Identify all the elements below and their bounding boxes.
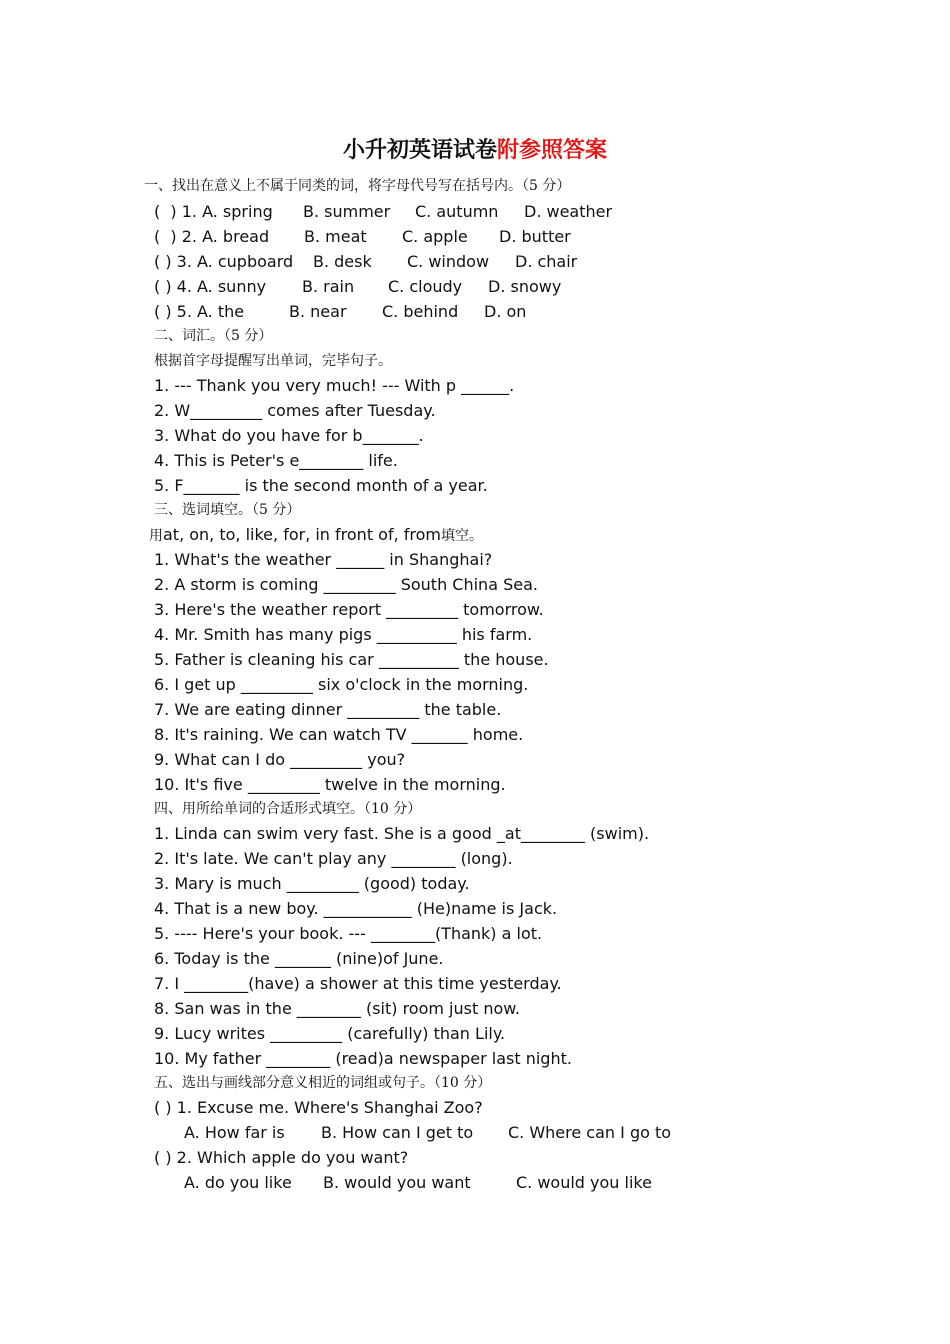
s4-item-3: 3. Mary is much _________ (good) today. xyxy=(154,874,470,893)
s1-q2-option-b: B. meat xyxy=(304,227,367,246)
s5-q2-option-b: B. would you want xyxy=(323,1173,471,1192)
s5-q2-option-a: A. do you like xyxy=(184,1173,292,1192)
s3-item-10: 10. It's five _________ twelve in the morning. xyxy=(154,775,506,794)
s5-q2-options xyxy=(184,1173,652,1193)
s5-question-2: ( ) 2. Which apple do you want? xyxy=(154,1148,409,1167)
s1-question-1 xyxy=(154,202,613,222)
page-title xyxy=(0,133,950,164)
s1-q3-option-c: C. window xyxy=(407,252,490,271)
section-2-heading: 二、词汇。（5 分） xyxy=(154,328,273,344)
s1-q2-option-a: ( ) 2. A. bread xyxy=(154,227,270,246)
s3-word-bank: at, on, to, like, for, in front of, from xyxy=(163,525,442,544)
s1-question-3 xyxy=(154,252,578,272)
s2-item-4: 4. This is Peter's e________ life. xyxy=(154,451,398,470)
section-1-heading: 一、找出在意义上不属于同类的词，将字母代号写在括号内。（5 分） xyxy=(144,178,571,194)
s1-q4-option-d: D. snowy xyxy=(488,277,562,296)
s1-q3-option-b: B. desk xyxy=(313,252,372,271)
s5-question-1: ( ) 1. Excuse me. Where's Shanghai Zoo? xyxy=(154,1098,483,1117)
s1-q5-option-b: B. near xyxy=(289,302,347,321)
section-2-instructions: 根据首字母提醒写出单词，完毕句子。 xyxy=(154,353,392,369)
section-4-heading: 四、用所给单词的合适形式填空。（10 分） xyxy=(154,801,422,817)
s3-item-6: 6. I get up _________ six o'clock in the morning. xyxy=(154,675,529,694)
s1-q5-option-a: ( ) 5. A. the xyxy=(154,302,245,321)
s1-q3-option-a: ( ) 3. A. cupboard xyxy=(154,252,294,271)
s3-item-1: 1. What's the weather ______ in Shanghai? xyxy=(154,550,493,569)
s1-q1-option-a: ( ) 1. A. spring xyxy=(154,202,273,221)
s4-item-1: 1. Linda can swim very fast. She is a good _at________ (swim). xyxy=(154,824,650,843)
s3-item-5: 5. Father is cleaning his car __________ the house. xyxy=(154,650,549,669)
s3-item-8: 8. It's raining. We can watch TV _______ home. xyxy=(154,725,524,744)
s4-item-8: 8. San was in the ________ (sit) room just now. xyxy=(154,999,520,1018)
s3-item-2: 2. A storm is coming _________ South China Sea. xyxy=(154,575,538,594)
s4-item-4: 4. That is a new boy. ___________ (He)name is Jack. xyxy=(154,899,558,918)
s5-q2-option-c: C. would you like xyxy=(516,1173,652,1192)
s1-q1-option-b: B. summer xyxy=(303,202,391,221)
s5-q1-option-b: B. How can I get to xyxy=(321,1123,474,1142)
s5-q1-options xyxy=(184,1123,672,1143)
s1-q5-option-d: D. on xyxy=(484,302,527,321)
s3-item-9: 9. What can I do _________ you? xyxy=(154,750,406,769)
section-3-heading: 三、选词填空。（5 分） xyxy=(154,502,301,518)
s1-question-2 xyxy=(154,227,571,247)
s1-q4-option-a: ( ) 4. A. sunny xyxy=(154,277,267,296)
s4-item-7: 7. I ________(have) a shower at this time yesterday. xyxy=(154,974,562,993)
s3-item-4: 4. Mr. Smith has many pigs __________ his farm. xyxy=(154,625,533,644)
s1-q4-option-b: B. rain xyxy=(302,277,355,296)
s1-q3-option-d: D. chair xyxy=(515,252,578,271)
s2-item-2: 2. W_________ comes after Tuesday. xyxy=(154,401,436,420)
s1-question-4 xyxy=(154,277,562,297)
s1-q1-option-d: D. weather xyxy=(524,202,613,221)
s2-item-5: 5. F_______ is the second month of a year. xyxy=(154,476,488,495)
s3-intro-suffix: 填空。 xyxy=(441,528,484,544)
section-3-instructions xyxy=(149,525,483,545)
s3-intro-prefix: 用 xyxy=(149,528,163,544)
s2-item-3: 3. What do you have for b_______. xyxy=(154,426,424,445)
s1-q2-option-c: C. apple xyxy=(402,227,468,246)
s1-q1-option-c: C. autumn xyxy=(415,202,499,221)
s5-q1-option-a: A. How far is xyxy=(184,1123,285,1142)
s4-item-5: 5. ---- Here's your book. --- ________(Thank) a lot. xyxy=(154,924,543,943)
s3-item-7: 7. We are eating dinner _________ the table. xyxy=(154,700,502,719)
section-5-heading: 五、选出与画线部分意义相近的词组或句子。（10 分） xyxy=(154,1075,492,1091)
s4-item-2: 2. It's late. We can't play any ________ (long). xyxy=(154,849,513,868)
s4-item-6: 6. Today is the _______ (nine)of June. xyxy=(154,949,444,968)
s1-q4-option-c: C. cloudy xyxy=(388,277,463,296)
s5-q1-option-c: C. Where can I go to xyxy=(508,1123,672,1142)
s3-item-3: 3. Here's the weather report _________ tomorrow. xyxy=(154,600,544,619)
s2-item-1: 1. --- Thank you very much! --- With p ______. xyxy=(154,376,515,395)
title-main: 小升初英语试卷 xyxy=(342,137,497,163)
s4-item-9: 9. Lucy writes _________ (carefully) than Lily. xyxy=(154,1024,506,1043)
s1-q2-option-d: D. butter xyxy=(499,227,571,246)
s1-question-5 xyxy=(154,302,527,322)
s4-item-10: 10. My father ________ (read)a newspaper last night. xyxy=(154,1049,572,1068)
s1-q5-option-c: C. behind xyxy=(382,302,459,321)
title-highlight: 附参照答案 xyxy=(497,137,608,163)
